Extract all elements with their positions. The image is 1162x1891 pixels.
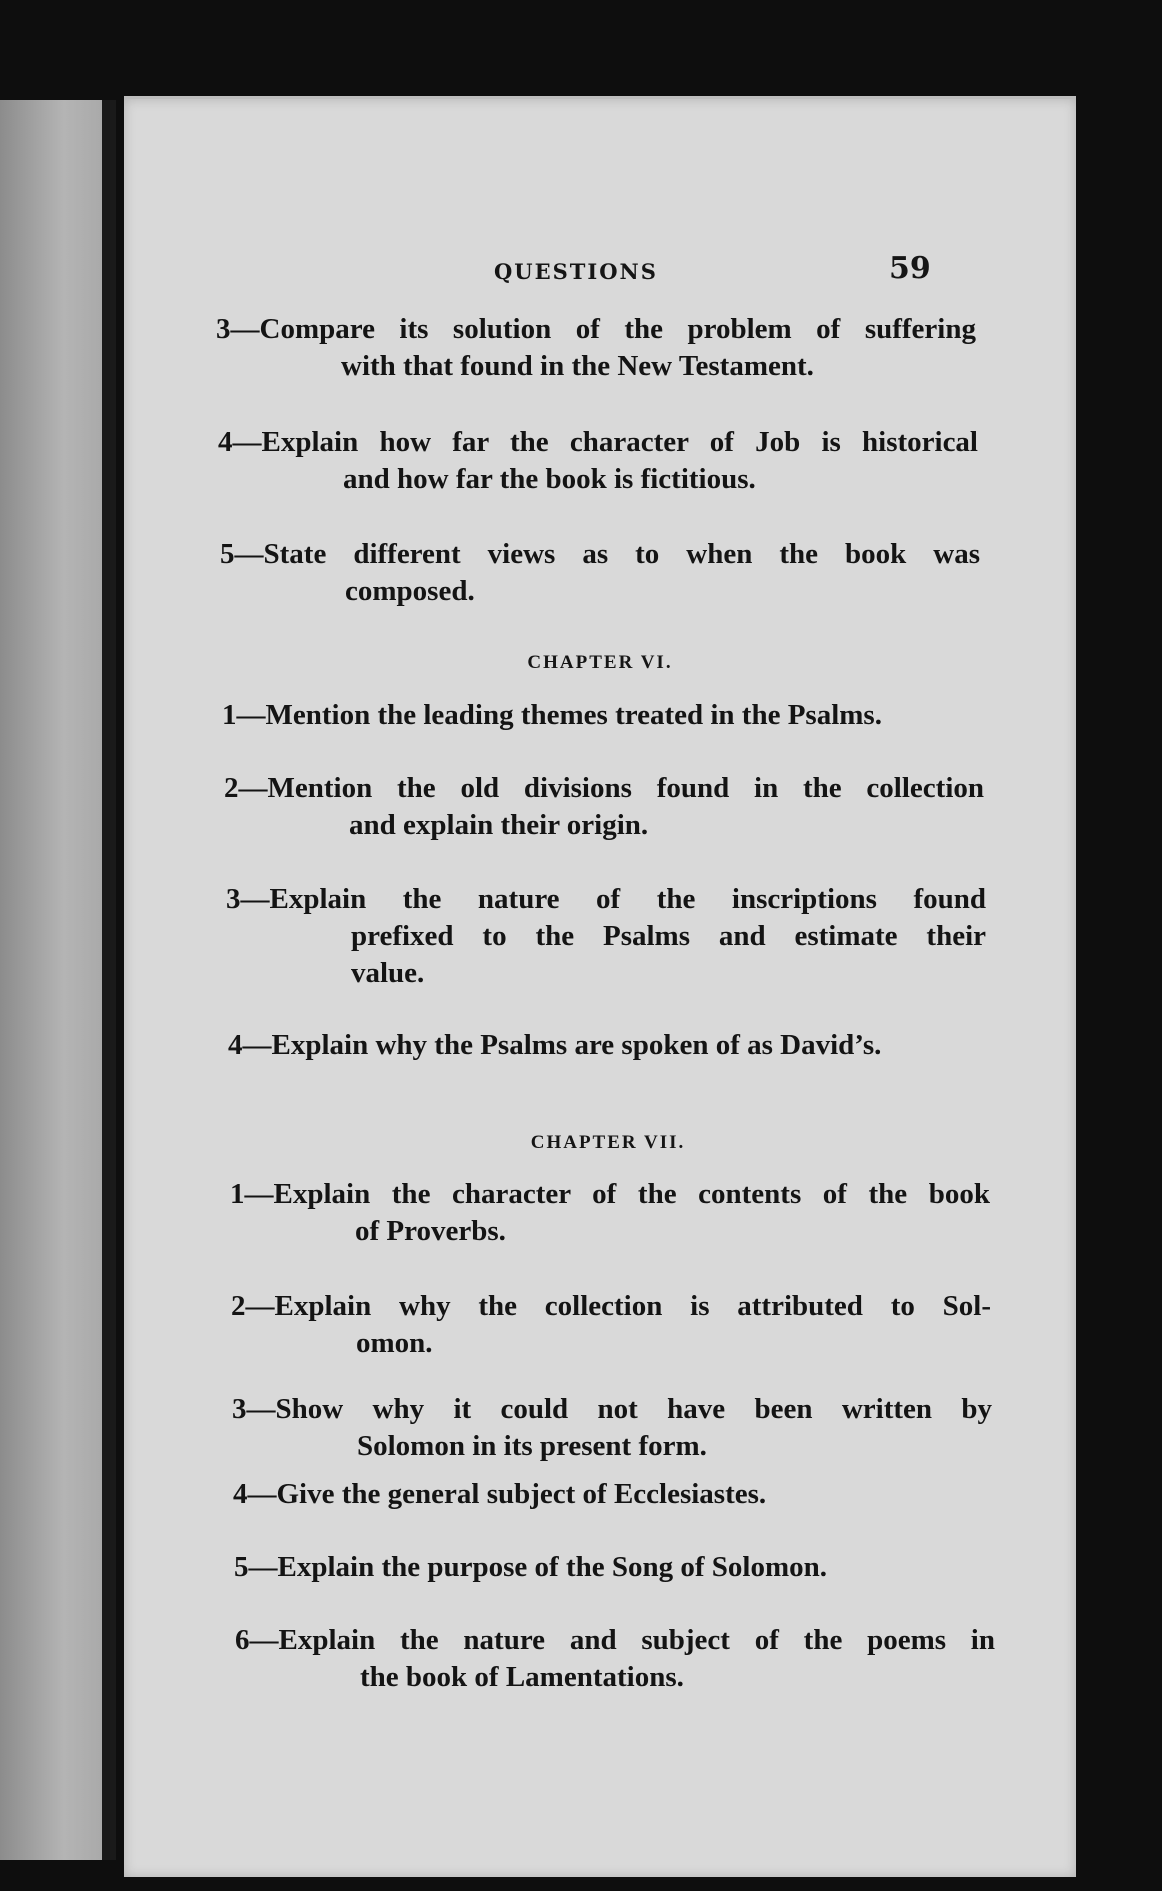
question-first-line: 2—Explain why the collection is attributed to Sol- bbox=[231, 1290, 991, 1322]
page-number: 59 bbox=[889, 251, 931, 286]
question-first-line: 3—Compare its solution of the problem of suffering bbox=[216, 313, 976, 345]
question-first-line: 2—Mention the old divisions found in the collection bbox=[224, 772, 984, 804]
page-header bbox=[494, 251, 1054, 299]
question-item bbox=[226, 881, 986, 992]
question-item bbox=[231, 1288, 991, 1362]
question-continuation: composed. bbox=[345, 575, 475, 607]
question-item bbox=[224, 770, 984, 844]
question-first-line: 4—Explain how far the character of Job is historical bbox=[218, 426, 978, 458]
adjacent-page-edge bbox=[0, 100, 116, 1860]
question-continuation: and explain their origin. bbox=[349, 809, 649, 841]
question-item bbox=[218, 424, 978, 498]
question-continuation: Solomon in its present form. bbox=[357, 1430, 707, 1462]
question-first-line: 1—Mention the leading themes treated in the Psalms. bbox=[222, 699, 882, 731]
question-continuation: the book of Lamentations. bbox=[360, 1661, 684, 1693]
question-item bbox=[230, 1176, 990, 1250]
question-item bbox=[234, 1549, 994, 1586]
question-item bbox=[222, 697, 982, 734]
question-item bbox=[220, 536, 980, 610]
question-first-line: 6—Explain the nature and subject of the poems in bbox=[235, 1624, 995, 1656]
book-page bbox=[124, 96, 1076, 1877]
question-continuation: of Proverbs. bbox=[355, 1215, 506, 1247]
chapter-heading: CHAPTER VI. bbox=[527, 652, 673, 673]
chapter-heading: CHAPTER VII. bbox=[530, 1132, 686, 1153]
question-first-line: 5—Explain the purpose of the Song of Solomon. bbox=[234, 1551, 827, 1583]
question-continuation: with that found in the New Testament. bbox=[341, 350, 814, 382]
question-first-line: 4—Explain why the Psalms are spoken of as David’s. bbox=[228, 1029, 882, 1061]
question-first-line: 1—Explain the character of the contents of the book bbox=[230, 1178, 990, 1210]
question-continuation: omon. bbox=[356, 1327, 433, 1359]
question-first-line: 3—Explain the nature of the inscriptions found bbox=[226, 883, 986, 915]
question-item bbox=[235, 1622, 995, 1696]
question-item bbox=[233, 1476, 993, 1513]
question-item bbox=[232, 1391, 992, 1465]
running-head: QUESTIONS bbox=[494, 259, 658, 284]
question-item bbox=[216, 311, 976, 385]
question-item bbox=[228, 1027, 988, 1064]
question-continuation: prefixed to the Psalms and estimate their bbox=[351, 920, 986, 952]
question-first-line: 5—State different views as to when the book was bbox=[220, 538, 980, 570]
question-first-line: 4—Give the general subject of Ecclesiastes. bbox=[233, 1478, 767, 1510]
question-continuation: value. bbox=[351, 957, 425, 989]
question-continuation: and how far the book is fictitious. bbox=[343, 463, 756, 495]
question-first-line: 3—Show why it could not have been written by bbox=[232, 1393, 992, 1425]
